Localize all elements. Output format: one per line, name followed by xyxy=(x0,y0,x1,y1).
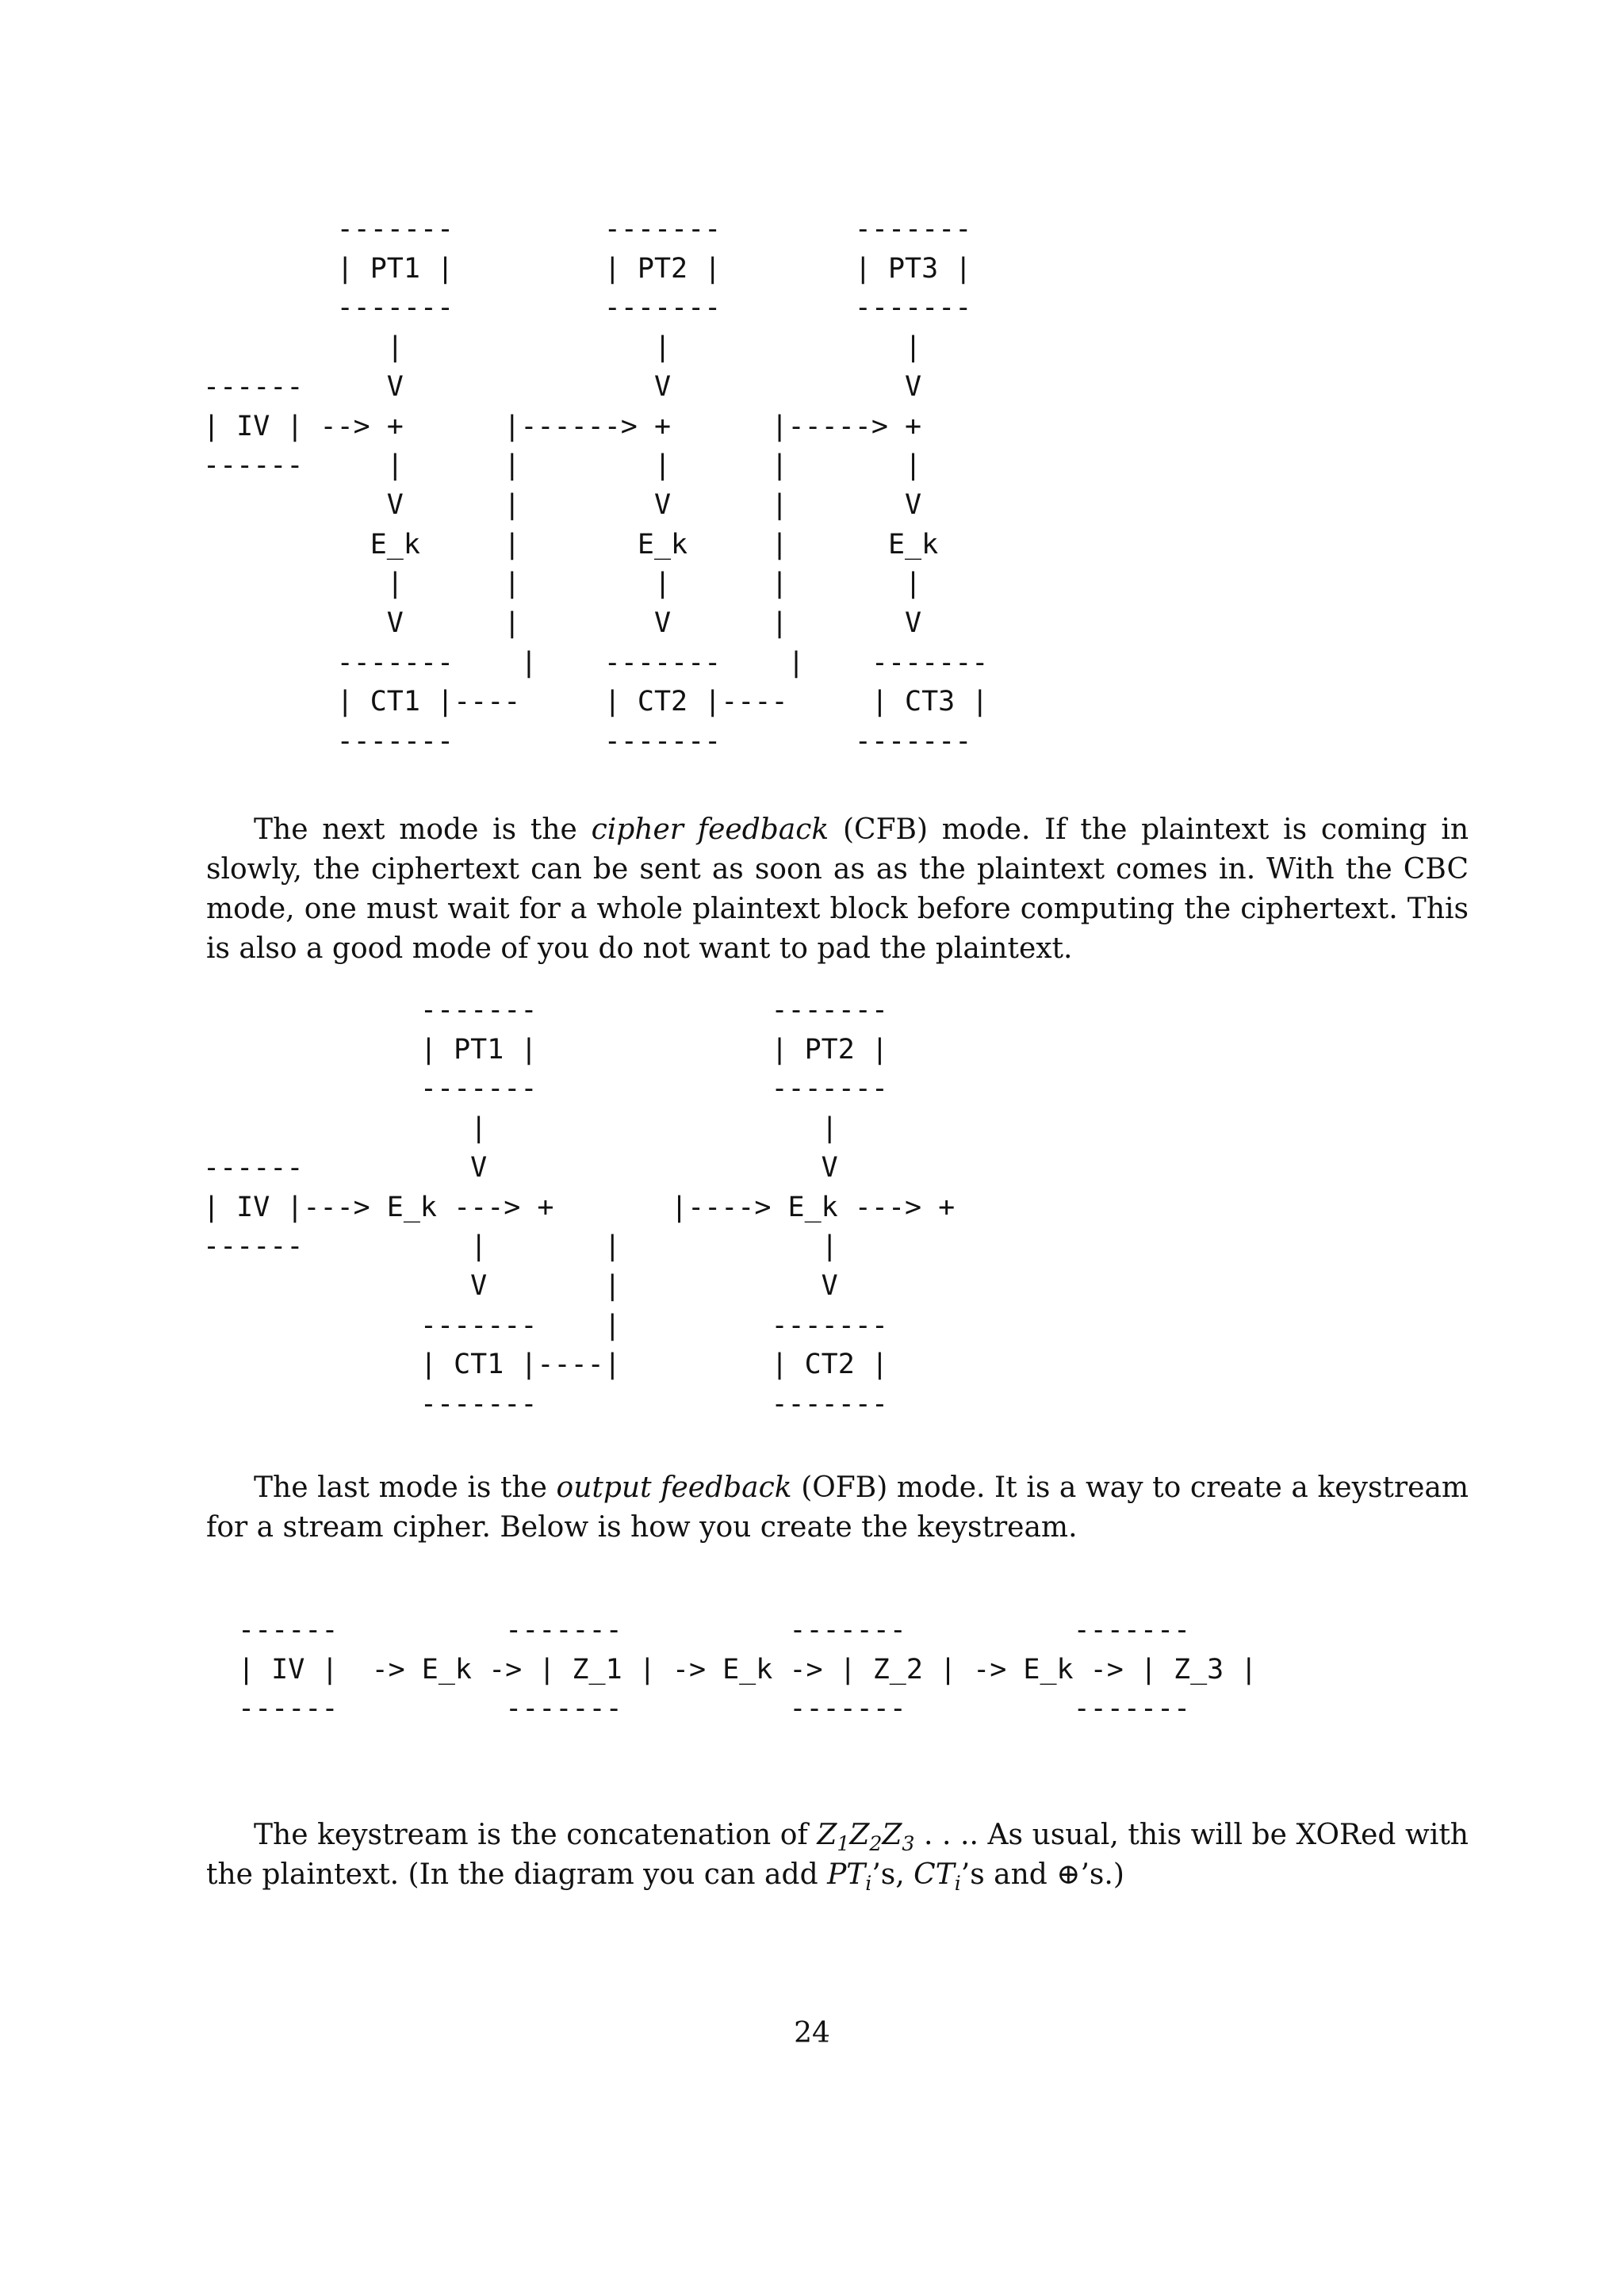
diagram-line: | IV |---> E_k ---> + |----> E_k ---> + xyxy=(203,1191,956,1223)
diagram-line: | CT1 |----| | CT2 | xyxy=(203,1349,888,1381)
cfb-paragraph xyxy=(206,810,1469,969)
math-subscript: i xyxy=(954,1872,961,1896)
diagram-line: V | V | V xyxy=(203,488,922,521)
diagram-line: ------ ------- ------- ------- xyxy=(238,1614,1191,1646)
diagram-line: | CT1 |---- | CT2 |---- | CT3 | xyxy=(203,686,989,718)
diagram-line: ------- ------- xyxy=(203,1388,888,1421)
math-z2 xyxy=(849,1819,883,1856)
text-run: The last mode is the xyxy=(254,1471,557,1504)
math-symbol: Z xyxy=(849,1819,870,1851)
math-symbol: Z xyxy=(817,1819,837,1851)
emphasis-text: cipher feedback xyxy=(591,813,829,846)
diagram-line: ------ | | | | | xyxy=(203,450,922,482)
diagram-line: ------ V V V xyxy=(203,370,922,403)
diagram-line: ------- | ------- | ------- xyxy=(203,646,989,679)
diagram-line: ------- ------- ------- xyxy=(203,292,972,324)
text-run: (OFB) mode. It is a way to create a keystream for a stream cipher. Below is how you create the keystream. xyxy=(206,1471,1469,1544)
text-run: . . .. As usual, this will be XORed with the plaintext. (In the diagram you can add xyxy=(206,1819,1469,1891)
diagram-line: | IV | -> E_k -> | Z_1 | -> E_k -> | Z_2 | -> E_k -> | Z_3 | xyxy=(238,1653,1258,1686)
diagram-line: ------- ------- xyxy=(203,994,888,1026)
diagram-line: ------ V V xyxy=(203,1151,838,1184)
math-symbol: PT xyxy=(827,1858,866,1891)
diagram-line: | | | | | xyxy=(203,568,922,600)
diagram-line: E_k | E_k | E_k xyxy=(203,528,939,561)
ofb-keystream-diagram xyxy=(238,1611,1257,1729)
math-pt-i xyxy=(827,1858,872,1896)
math-symbol: Z xyxy=(882,1819,902,1851)
diagram-line: ------- | ------- xyxy=(203,1309,888,1341)
diagram-line: | PT1 | | PT2 | | PT3 | xyxy=(203,252,972,285)
math-z1 xyxy=(817,1819,850,1856)
math-subscript: 1 xyxy=(837,1832,850,1856)
text-run: The next mode is the xyxy=(254,813,592,846)
math-subscript: 3 xyxy=(902,1832,915,1856)
cbc-mode-diagram xyxy=(203,210,988,762)
math-ct-i xyxy=(914,1858,961,1896)
diagram-line: ------- ------- ------- xyxy=(203,725,972,758)
emphasis-text: output feedback xyxy=(556,1471,792,1504)
diagram-line: | PT1 | | PT2 | xyxy=(203,1033,888,1066)
math-subscript: 2 xyxy=(869,1832,883,1856)
diagram-line: | IV | --> + |------> + |-----> + xyxy=(203,410,922,442)
text-run: ’s and ⊕’s.) xyxy=(960,1858,1124,1891)
text-run: ’s, xyxy=(871,1858,914,1891)
diagram-line: ------- ------- xyxy=(203,1073,888,1105)
diagram-line: V | V | V xyxy=(203,607,922,640)
math-subscript: i xyxy=(865,1872,872,1896)
diagram-line: ------ ------- ------- ------- xyxy=(238,1693,1191,1725)
diagram-line: V | V xyxy=(203,1269,838,1302)
math-z3 xyxy=(882,1819,915,1856)
cfb-mode-diagram xyxy=(203,991,955,1425)
math-symbol: CT xyxy=(914,1858,955,1891)
diagram-line: ------- ------- ------- xyxy=(203,213,972,245)
keystream-paragraph xyxy=(206,1816,1469,1895)
diagram-line: | | xyxy=(203,1112,838,1145)
diagram-line: ------ | | | xyxy=(203,1230,838,1263)
page-number: 24 xyxy=(794,2017,830,2049)
diagram-line: | | | xyxy=(203,331,922,364)
text-run: The keystream is the concatenation of xyxy=(254,1819,818,1851)
text-run: (CFB) mode. If the plaintext is coming in slowly, the ciphertext can be sent as soon as as the plaintext comes in. With the CBC mode, one must wait for a whole plaintext block before computing the ciphertext. This is also a good mode of you do not want to pad the plaintext. xyxy=(206,813,1469,965)
ofb-paragraph xyxy=(206,1468,1469,1548)
